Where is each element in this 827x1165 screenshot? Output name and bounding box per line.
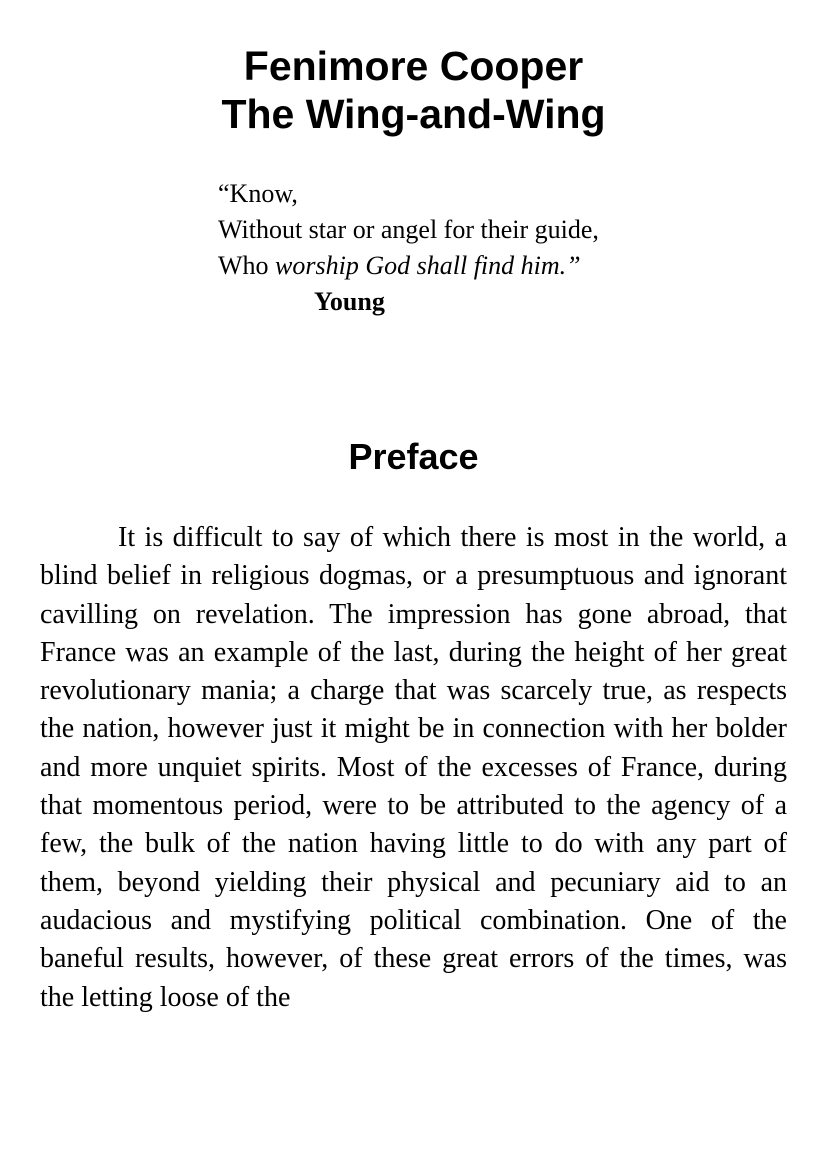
epigraph-attribution: Young bbox=[314, 287, 385, 316]
epigraph-line-3 bbox=[218, 248, 599, 284]
author-name: Fenimore Cooper bbox=[243, 43, 584, 89]
preface-paragraph: It is difficult to say of which there is most in the world, a blind belief in religious dogmas, or a presumptuous and ignorant cavilling on revelation. The impression has gone abroad, that France was an example of the last, during the height of her great revolutionary mania; a charge that was scarcely true, as respects the nation, however just it might be in connection with her bolder and more unquiet spirits. Most of the excesses of France, during that momentous period, were to be attributed to the agency of a few, the bulk of the nation having little to do with any part of them, beyond yielding their physical and pecuniary aid to an audacious and mystifying political combination. One of the baneful results, however, of these great errors of the times, was the letting loose of the bbox=[40, 522, 787, 1013]
epigraph bbox=[218, 176, 599, 320]
epigraph-line-3-plain: Who bbox=[218, 251, 276, 280]
preface-heading: Preface bbox=[348, 436, 479, 477]
epigraph-line-2: Without star or angel for their guide, bbox=[218, 215, 599, 244]
book-title: The Wing-and-Wing bbox=[221, 91, 606, 137]
epigraph-line-1: “Know, bbox=[218, 179, 298, 208]
epigraph-line-3-italic: worship God shall find him.” bbox=[275, 251, 581, 280]
